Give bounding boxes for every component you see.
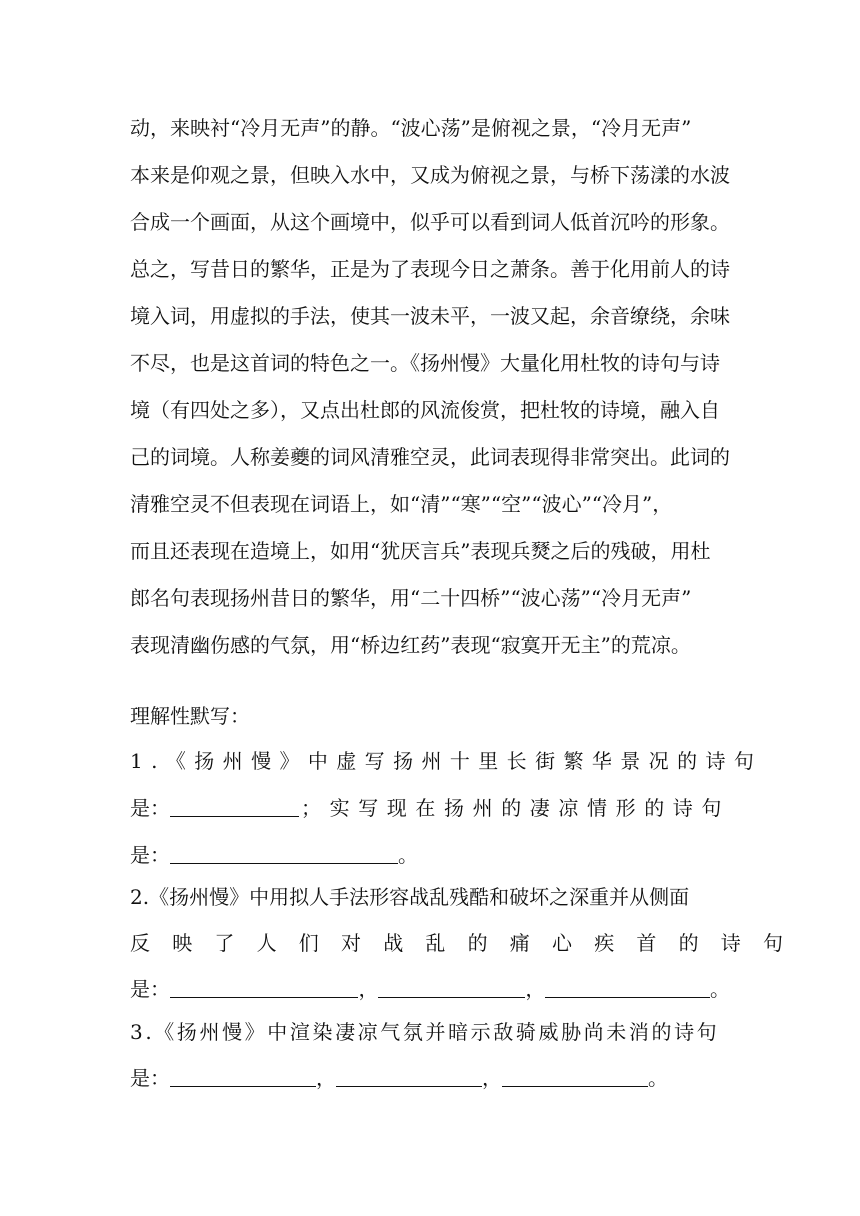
paragraph-line: 合成一个画面，从这个画境中，似乎可以看到词人低首沉吟的形象。	[130, 210, 730, 234]
paragraph-line: 境（有四处之多），又点出杜郎的风流俊赏，把杜牧的诗境，融入自	[130, 398, 720, 422]
paragraph-line: 总之，写昔日的繁华，正是为了表现今日之萧条。善于化用前人的诗	[130, 257, 730, 281]
question-3-sep-1: ，	[316, 1066, 336, 1090]
question-1-prefix: 是：	[130, 796, 170, 820]
question-3-end: 。	[648, 1066, 668, 1090]
question-3-sep-2: ，	[482, 1066, 502, 1090]
answer-blank-7[interactable]	[336, 1060, 482, 1087]
section-title: 理解性默写：	[130, 704, 250, 728]
question-2-line-3	[130, 966, 730, 1012]
answer-blank-8[interactable]	[502, 1060, 648, 1087]
question-2-prefix: 是：	[130, 977, 170, 1001]
answer-blank-6[interactable]	[170, 1060, 316, 1087]
question-2-sep-1: ，	[358, 977, 379, 1001]
question-1-end: 。	[398, 843, 418, 867]
paragraph-line: 动，来映衬“冷月无声”的静。“波心荡”是俯视之景，“冷月无声”	[130, 116, 692, 140]
question-2-line-1: 2.《扬州慢》中用拟人手法形容战乱残酷和破坏之深重并从侧面	[130, 885, 690, 909]
question-2-line-2: 反映了人们对战乱的痛心疾首的诗句	[130, 931, 806, 955]
answer-blank-1[interactable]	[170, 790, 299, 817]
paragraph-line: 而且还表现在造境上，如用“犹厌言兵”表现兵燹之后的残破，用杜	[130, 539, 711, 563]
answer-blank-2[interactable]	[170, 837, 398, 864]
paragraph-line: 表现清幽伤感的气氛，用“桥边红药”表现“寂寞开无主”的荒凉。	[130, 633, 691, 657]
paragraph-line: 郎名句表现扬州昔日的繁华，用“二十四桥”“波心荡”“冷月无声”	[130, 586, 692, 610]
question-2-sep-2: ，	[525, 977, 546, 1001]
paragraph-line: 不尽，也是这首词的特色之一。《扬州慢》大量化用杜牧的诗句与诗	[130, 351, 720, 375]
answer-blank-4[interactable]	[378, 971, 525, 998]
question-1-line-1: 1.《扬州慢》中虚写扬州十里长街繁华景况的诗句	[130, 749, 763, 773]
question-3-prefix: 是：	[130, 1066, 170, 1090]
question-2-end: 。	[710, 977, 730, 1001]
paragraph-line: 清雅空灵不但表现在词语上，如“清”“寒”“空”“波心”“冷月”，	[130, 492, 673, 516]
question-3-line-2	[130, 1055, 730, 1101]
answer-blank-5[interactable]	[545, 971, 710, 998]
paragraph-line: 境入词，用虚拟的手法，使其一波未平，一波又起，余音缭绕，余味	[130, 304, 730, 328]
question-1-line-2	[130, 785, 730, 831]
answer-blank-3[interactable]	[170, 971, 358, 998]
question-3-line-1: 3.《扬州慢》中渲染凄凉气氛并暗示敌骑威胁尚未消的诗句	[130, 1020, 720, 1044]
question-1-line-3	[130, 832, 730, 878]
question-1-mid: ；实写现在扬州的凄凉情形的诗句	[301, 796, 730, 820]
paragraph-line: 己的词境。人称姜夔的词风清雅空灵，此词表现得非常突出。此词的	[130, 445, 730, 469]
question-1-prefix-2: 是：	[130, 843, 170, 867]
paragraph-line: 本来是仰观之景，但映入水中，又成为俯视之景，与桥下荡漾的水波	[130, 163, 730, 187]
